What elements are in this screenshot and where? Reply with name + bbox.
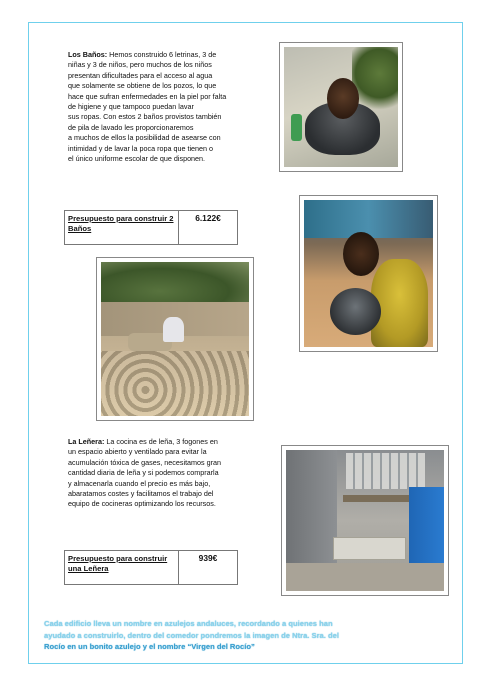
banos-heading: Los Baños: (68, 50, 108, 59)
banos-line-3: que solamente se obtiene de los pozos, lo que (68, 81, 217, 91)
lenera-line-2: acumulación tóxica de gases, necesitamos gran (68, 457, 222, 467)
banos-line-8: a muchos de ellos la posibilidad de asearse con (68, 133, 221, 143)
photo-kitchen (281, 445, 449, 596)
lenera-line-5: abaratamos costes y facilitamos el trabajo del (68, 489, 214, 499)
lenera-paragraph (68, 437, 278, 510)
banos-line-6: sus ropas. Con estos 2 baños provistos también (68, 112, 222, 122)
lenera-line-1: un espacio abierto y ventilado para evitar la (68, 447, 207, 457)
banos-line-2: presentan dificultades para el acceso al agua (68, 70, 213, 80)
footer-line-2: ayudado a construirlo, dentro del comedor pondremos la imagen de Ntra. Sra. del (44, 630, 339, 640)
footer-note (44, 618, 454, 653)
banos-paragraph (68, 50, 278, 164)
photo-child-with-pot (299, 195, 438, 352)
banos-line-5: de higiene y que tampoco puedan lavar (68, 102, 194, 112)
banos-budget-label: Presupuesto para construir 2 Baños (65, 211, 179, 244)
photo-courtyard-well (96, 257, 254, 421)
banos-line-4: hace que sufran enfermedades en la piel por falta (68, 91, 227, 101)
lenera-line-6: equipo de cocineras optimizando los recursos. (68, 499, 216, 509)
lenera-line-4: y almacenarla cuando el precio es más bajo, (68, 478, 211, 488)
banos-line-7: de pila de lavado les proporcionaremos (68, 122, 194, 132)
banos-line-0: Hemos construido 6 letrinas, 3 de (109, 50, 217, 59)
lenera-budget-label: Presupuesto para construir una Leñera (65, 551, 179, 584)
footer-line-1: Cada edificio lleva un nombre en azulejos andaluces, recordando a quienes han (44, 619, 333, 628)
banos-budget-table (64, 210, 238, 245)
lenera-line-0: La cocina es de leña, 3 fogones en (106, 437, 218, 446)
lenera-budget-table (64, 550, 238, 585)
footer-line-3: Rocío en un bonito azulejo y el nombre “Virgen del Rocío” (44, 642, 255, 652)
banos-line-10: el único uniforme escolar de que disponen. (68, 154, 206, 164)
banos-budget-value: 6.122€ (195, 213, 221, 223)
banos-line-9: intimidad y de lavar la poca ropa que tienen o (68, 143, 214, 153)
banos-line-1: niñas y 3 de niños, pero muchos de los niños (68, 60, 212, 70)
lenera-budget-value: 939€ (198, 553, 218, 563)
lenera-line-3: cantidad diaria de leña y si podemos comprarla (68, 468, 219, 478)
lenera-heading: La Leñera: (68, 437, 105, 446)
photo-child-in-basin (279, 42, 403, 172)
